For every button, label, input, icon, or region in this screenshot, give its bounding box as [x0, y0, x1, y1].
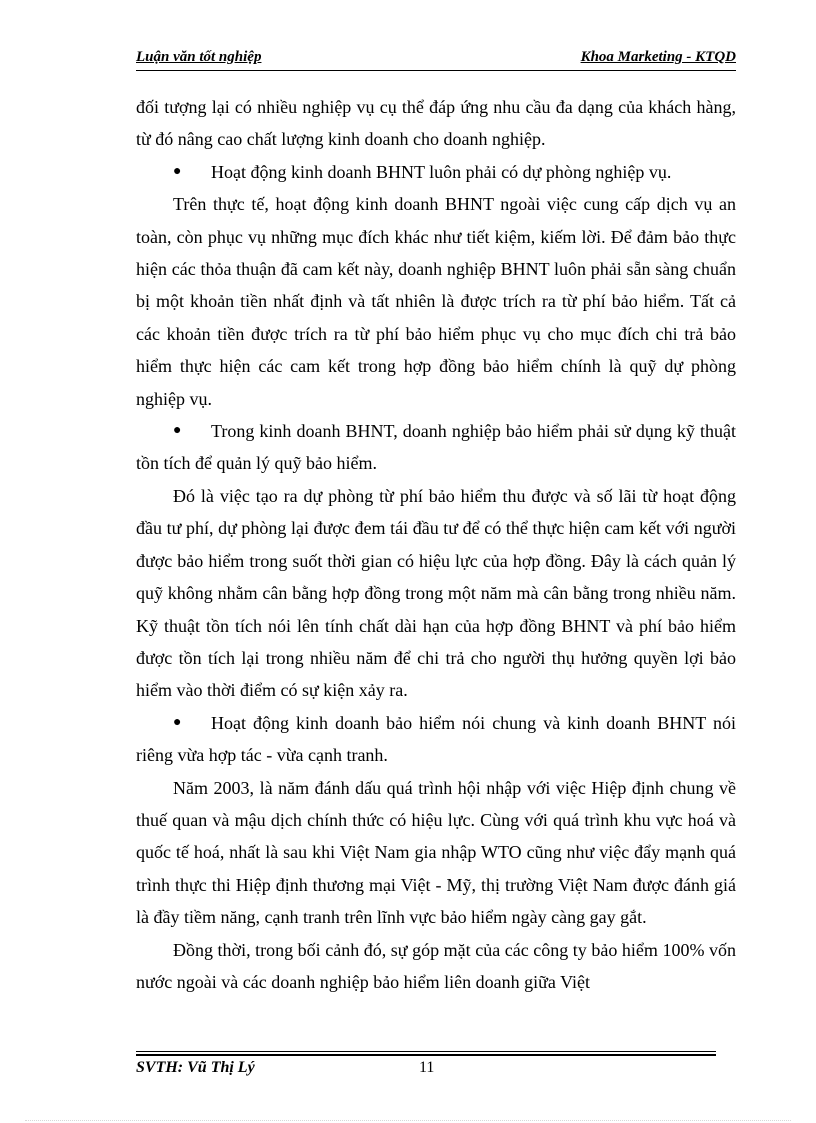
page-edge-divider [25, 1120, 791, 1121]
bullet-text-2: Trong kinh doanh BHNT, doanh nghiệp bảo hiểm phải sử dụng kỹ thuật tồn tích để quản lý quỹ bảo hiểm. [136, 421, 736, 474]
paragraph-2: Trên thực tế, hoạt động kinh doanh BHNT ngoài việc cung cấp dịch vụ an toàn, còn phục vụ những mục đích khác như tiết kiệm, kiếm lời. Để đảm bảo thực hiện các thỏa thuận đã cam kết này, doanh nghiệp BHNT luôn phải sẵn sàng chuẩn bị một khoản tiền nhất định và tất nhiên là được trích ra từ phí bảo hiểm. Tất cả các khoản tiền được trích ra từ phí bảo hiểm phục vụ cho mục đích chi trả bảo hiểm thực hiện các cam kết trong hợp đồng bảo hiểm chính là quỹ dự phòng nghiệp vụ. [136, 194, 736, 409]
header-thesis-title: Luận văn tốt nghiệp [136, 49, 262, 65]
footer-rule [136, 1051, 716, 1052]
body-text [136, 91, 736, 998]
page-footer [136, 1059, 716, 1079]
bullet-icon: ● [173, 714, 182, 730]
footer-rule-thick [136, 1054, 716, 1056]
bullet-text-1: Hoạt động kinh doanh BHNT luôn phải có dự phòng nghiệp vụ. [211, 161, 672, 182]
bullet-text-3: Hoạt động kinh doanh bảo hiểm nói chung và kinh doanh BHNT nói riêng vừa hợp tác - vừa cạnh tranh. [136, 712, 736, 766]
bullet-item-1 [136, 156, 736, 188]
page-header [136, 49, 736, 69]
paragraph-4: Năm 2003, là năm đánh dấu quá trình hội nhập với việc Hiệp định chung về thuế quan và mậu dịch chính thức có hiệu lực. Cùng với quá trình khu vực hoá và quốc tế hoá, nhất là sau khi Việt Nam gia nhập WTO cũng như việc đẩy mạnh quá trình thực thi Hiệp định thương mại Việt - Mỹ, thị trường Việt Nam được đánh giá là đầy tiềm năng, cạnh tranh trên lĩnh vực bảo hiểm ngày càng gay gắt. [136, 777, 736, 928]
bullet-item-2 [136, 415, 736, 480]
page-number: 11 [419, 1059, 435, 1076]
paragraph-3: Đó là việc tạo ra dự phòng từ phí bảo hiểm thu được và số lãi từ hoạt động đầu tư phí, dự phòng lại được đem tái đầu tư để có thể thực hiện cam kết với người được bảo hiểm trong suốt thời gian có hiệu lực của hợp đồng. Đây là cách quản lý quỹ không nhằm cân bằng hợp đồng trong một năm mà cân bằng trong nhiều năm. Kỹ thuật tồn tích nói lên tính chất dài hạn của hợp đồng BHNT và phí bảo hiểm được tồn tích lại trong nhiều năm để chi trả cho người thụ hưởng quyền lợi bảo hiểm vào thời điểm có sự kiện xảy ra. [136, 485, 736, 701]
header-rule [136, 70, 736, 71]
footer-author: SVTH: Vũ Thị Lý [136, 1059, 255, 1076]
paragraph-1: đối tượng lại có nhiều nghiệp vụ cụ thể đáp ứng nhu cầu đa dạng của khách hàng, từ đó nâng cao chất lượng kinh doanh cho doanh nghiệp. [136, 97, 736, 150]
bullet-icon: ● [173, 163, 182, 179]
header-faculty: Khoa Marketing - KTQD [580, 49, 736, 65]
bullet-item-3 [136, 707, 736, 772]
bullet-icon: ● [173, 423, 182, 439]
paragraph-5: Đồng thời, trong bối cảnh đó, sự góp mặt của các công ty bảo hiểm 100% vốn nước ngoài và các doanh nghiệp bảo hiểm liên doanh giữa Việt [136, 939, 736, 992]
